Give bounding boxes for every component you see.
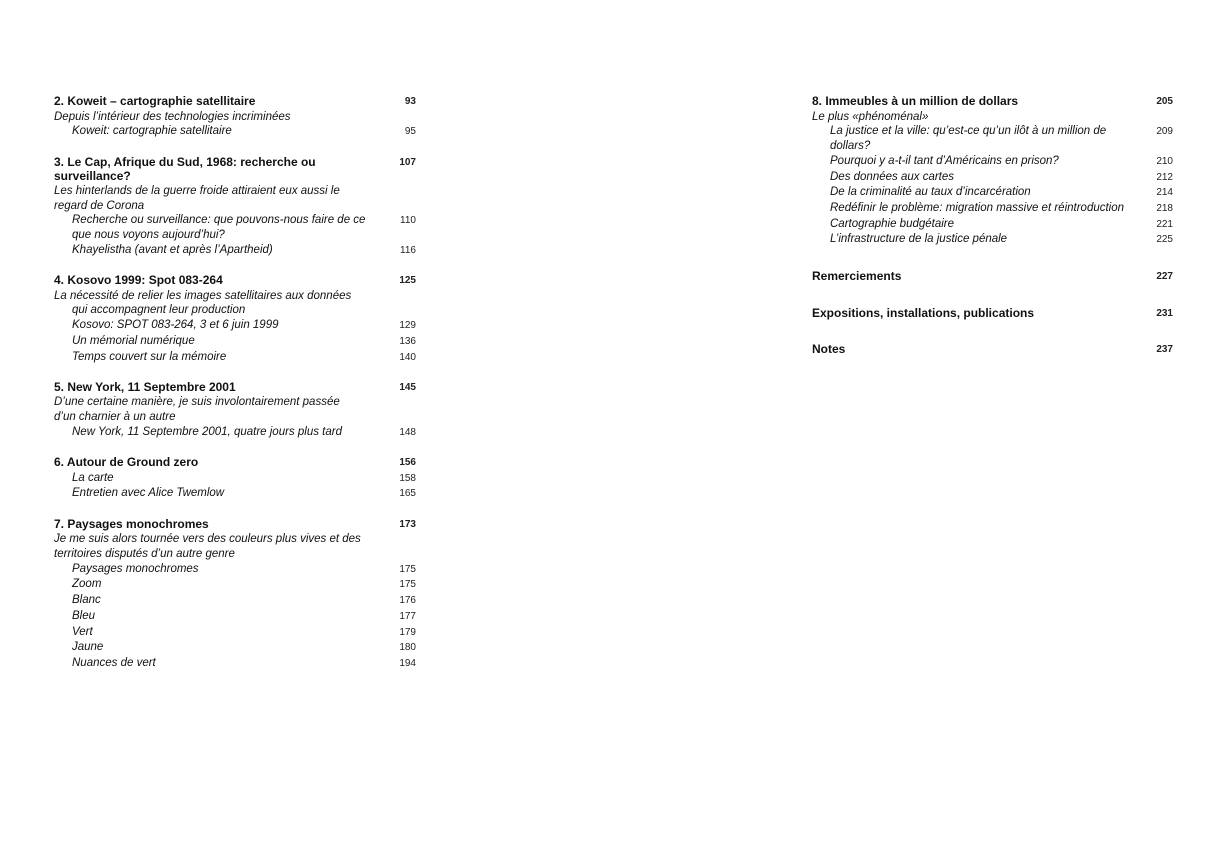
toc-item-title: Koweit: cartographie satellitaire [72,125,232,138]
toc-item-page-number: 175 [399,579,416,591]
toc-item-title: Cartographie budgétaire [830,217,955,230]
toc-item[interactable] [54,213,416,242]
toc-item-page-number: 165 [399,488,416,500]
chapter-subtitle-text [54,532,376,561]
toc-item-title: Des données aux cartes [830,170,955,183]
toc-item[interactable] [54,656,416,672]
toc-item-page-number: 95 [404,126,416,138]
chapter-title-row[interactable] [54,273,416,289]
chapter-page-number: 205 [1156,96,1173,107]
chapter-title-row[interactable] [54,455,416,471]
back-matter-title: Remerciements [812,269,902,284]
chapter-page-number: 93 [404,96,416,107]
chapter-subtitle [54,395,416,424]
toc-item-title: L’infrastructure de la justice pénale [830,233,1008,246]
toc-item[interactable] [54,124,416,140]
toc-item-page-number: 110 [400,215,416,227]
chapter-page-number: 107 [399,156,416,168]
toc-item-title: Vert [72,625,93,638]
toc-item-page-number: 225 [1156,234,1173,246]
toc-item-title: Bleu [72,609,96,622]
toc-item[interactable] [54,640,416,656]
toc-item-title: La justice et la ville: qu’est-ce qu’un ilôt à un million de dollars? [830,125,1107,153]
toc-item-title: Zoom [72,578,102,591]
toc-item[interactable] [812,154,1173,170]
chapter-page-number: 173 [399,518,416,530]
subtitle-line: regard de Corona [54,199,145,212]
subtitle-line: Depuis l’intérieur des technologies incriminées [54,110,291,123]
toc-item-title: Temps couvert sur la mémoire [72,350,227,363]
toc-back-matter [812,342,1173,358]
toc-chapter [54,155,416,259]
toc-item-title: Redéfinir le problème: migration massive et réintroduction [830,201,1125,214]
toc-item-page-number: 140 [399,351,416,363]
toc-item-page-number: 194 [399,658,416,669]
chapter-title-row[interactable] [54,380,416,396]
toc-chapter [54,517,416,672]
toc-item[interactable] [812,124,1173,153]
chapter-title-row[interactable] [54,94,416,110]
toc-item[interactable] [54,577,416,593]
toc-item-title: New York, 11 Septembre 2001, quatre jours plus tard [72,425,342,438]
toc-item[interactable] [54,425,416,441]
toc-item-page-number: 210 [1156,155,1173,167]
chapter-subtitle [54,184,416,213]
toc-item[interactable] [54,625,416,641]
chapter-title-row[interactable] [54,517,416,533]
toc-item[interactable] [54,243,416,259]
chapter-page-number: 125 [399,275,416,287]
toc-item-title: Paysages monochromes [72,562,199,575]
toc-back-matter [812,306,1173,322]
toc-item[interactable] [54,609,416,625]
toc-left-column [54,94,416,686]
chapter-title: 2. Koweit – cartographie satellitaire [54,94,256,108]
toc-item-page-number: 116 [400,244,416,256]
toc-chapter [54,94,416,140]
chapter-title: 6. Autour de Ground zero [54,455,199,470]
chapter-subtitle-text [54,395,376,424]
chapter-title: 8. Immeubles à un million de dollars [812,94,1019,108]
back-matter-title: Notes [812,342,846,357]
toc-item-page-number: 136 [399,335,416,347]
toc-item-title: Pourquoi y a-t-il tant d’Américains en prison? [830,154,1059,167]
chapter-subtitle [54,289,416,318]
toc-item[interactable] [54,350,416,366]
toc-item-page-number: 212 [1156,171,1173,183]
subtitle-line: d’un charnier à un autre [54,411,176,424]
chapter-page-number: 145 [399,381,416,393]
chapter-subtitle-text [54,289,376,318]
back-matter-row[interactable] [812,342,1173,358]
chapter-subtitle-text [812,110,1133,125]
chapter-title-row[interactable] [812,94,1173,110]
toc-item-title: La carte [72,471,114,484]
toc-item[interactable] [812,217,1173,233]
toc-item-page-number: 176 [399,595,416,607]
back-matter-page-number: 227 [1156,271,1173,283]
toc-item[interactable] [54,334,416,350]
back-matter-row[interactable] [812,306,1173,322]
chapter-title: 4. Kosovo 1999: Spot 083-264 [54,273,223,288]
toc-item[interactable] [812,232,1173,248]
toc-chapter [54,380,416,441]
toc-item-title: Jaune [72,641,104,654]
toc-item[interactable] [54,486,416,502]
toc-item-page-number: 218 [1156,202,1173,214]
toc-item[interactable] [54,471,416,487]
toc-chapter [54,273,416,365]
chapter-title: 3. Le Cap, Afrique du Sud, 1968: recherche ou surveillance? [54,154,316,184]
toc-item-page-number: 177 [399,610,416,622]
toc-item-page-number: 209 [1156,126,1173,138]
subtitle-line: La nécessité de relier les images satellitaires aux données [54,289,352,302]
chapter-page-number: 156 [399,457,416,469]
toc-item[interactable] [812,185,1173,201]
subtitle-line: D’une certaine manière, je suis involontairement passée [54,396,340,409]
toc-item-title: Blanc [72,594,101,607]
toc-item-page-number: 175 [399,563,416,575]
toc-item-page-number: 179 [399,626,416,638]
toc-item-title: Un mémorial numérique [72,334,195,347]
toc-item-title: De la criminalité au taux d’incarcération [830,186,1031,199]
back-matter-row[interactable] [812,269,1173,285]
back-matter-page-number: 237 [1156,344,1173,356]
toc-chapter [812,94,1173,248]
toc-right-column [812,94,1173,373]
toc-item-page-number: 180 [399,642,416,654]
back-matter-page-number: 231 [1156,307,1173,319]
chapter-title: 7. Paysages monochromes [54,516,209,531]
chapter-subtitle [812,110,1173,125]
toc-item[interactable] [54,562,416,578]
chapter-subtitle [54,532,416,561]
toc-item-title: Khayelistha (avant et après l’Apartheid) [72,243,273,256]
toc-item[interactable] [812,170,1173,186]
toc-item[interactable] [54,593,416,609]
subtitle-line: Les hinterlands de la guerre froide attiraient eux aussi le [54,185,340,198]
subtitle-line: Je me suis alors tournée vers des couleurs plus vives et des [54,533,361,546]
toc-item-title: Recherche ou surveillance: que pouvons-nous faire de ce que nous voyons aujourd’hui? [72,214,366,242]
chapter-title-row[interactable] [54,155,416,184]
subtitle-line: Le plus «phénoménal» [812,110,929,123]
chapter-subtitle-text [54,110,376,125]
back-matter-title: Expositions, installations, publications [812,305,1035,320]
chapter-title: 5. New York, 11 Septembre 2001 [54,379,236,394]
toc-item-title: Nuances de vert [72,657,156,669]
toc-item-page-number: 148 [399,426,416,438]
toc-item-title: Kosovo: SPOT 083-264, 3 et 6 juin 1999 [72,319,279,332]
toc-item-page-number: 214 [1156,187,1173,199]
toc-item-page-number: 129 [399,320,416,332]
subtitle-line: territoires disputés d’un autre genre [54,548,235,561]
toc-chapter [54,455,416,502]
toc-item-title: Entretien avec Alice Twemlow [72,487,225,500]
toc-item-page-number: 221 [1156,218,1173,230]
chapter-subtitle [54,110,416,125]
chapter-subtitle-text [54,184,376,213]
toc-back-matter [812,269,1173,285]
toc-item[interactable] [54,318,416,334]
toc-item[interactable] [812,201,1173,217]
subtitle-line: qui accompagnent leur production [72,304,246,317]
toc-item-page-number: 158 [399,472,416,484]
